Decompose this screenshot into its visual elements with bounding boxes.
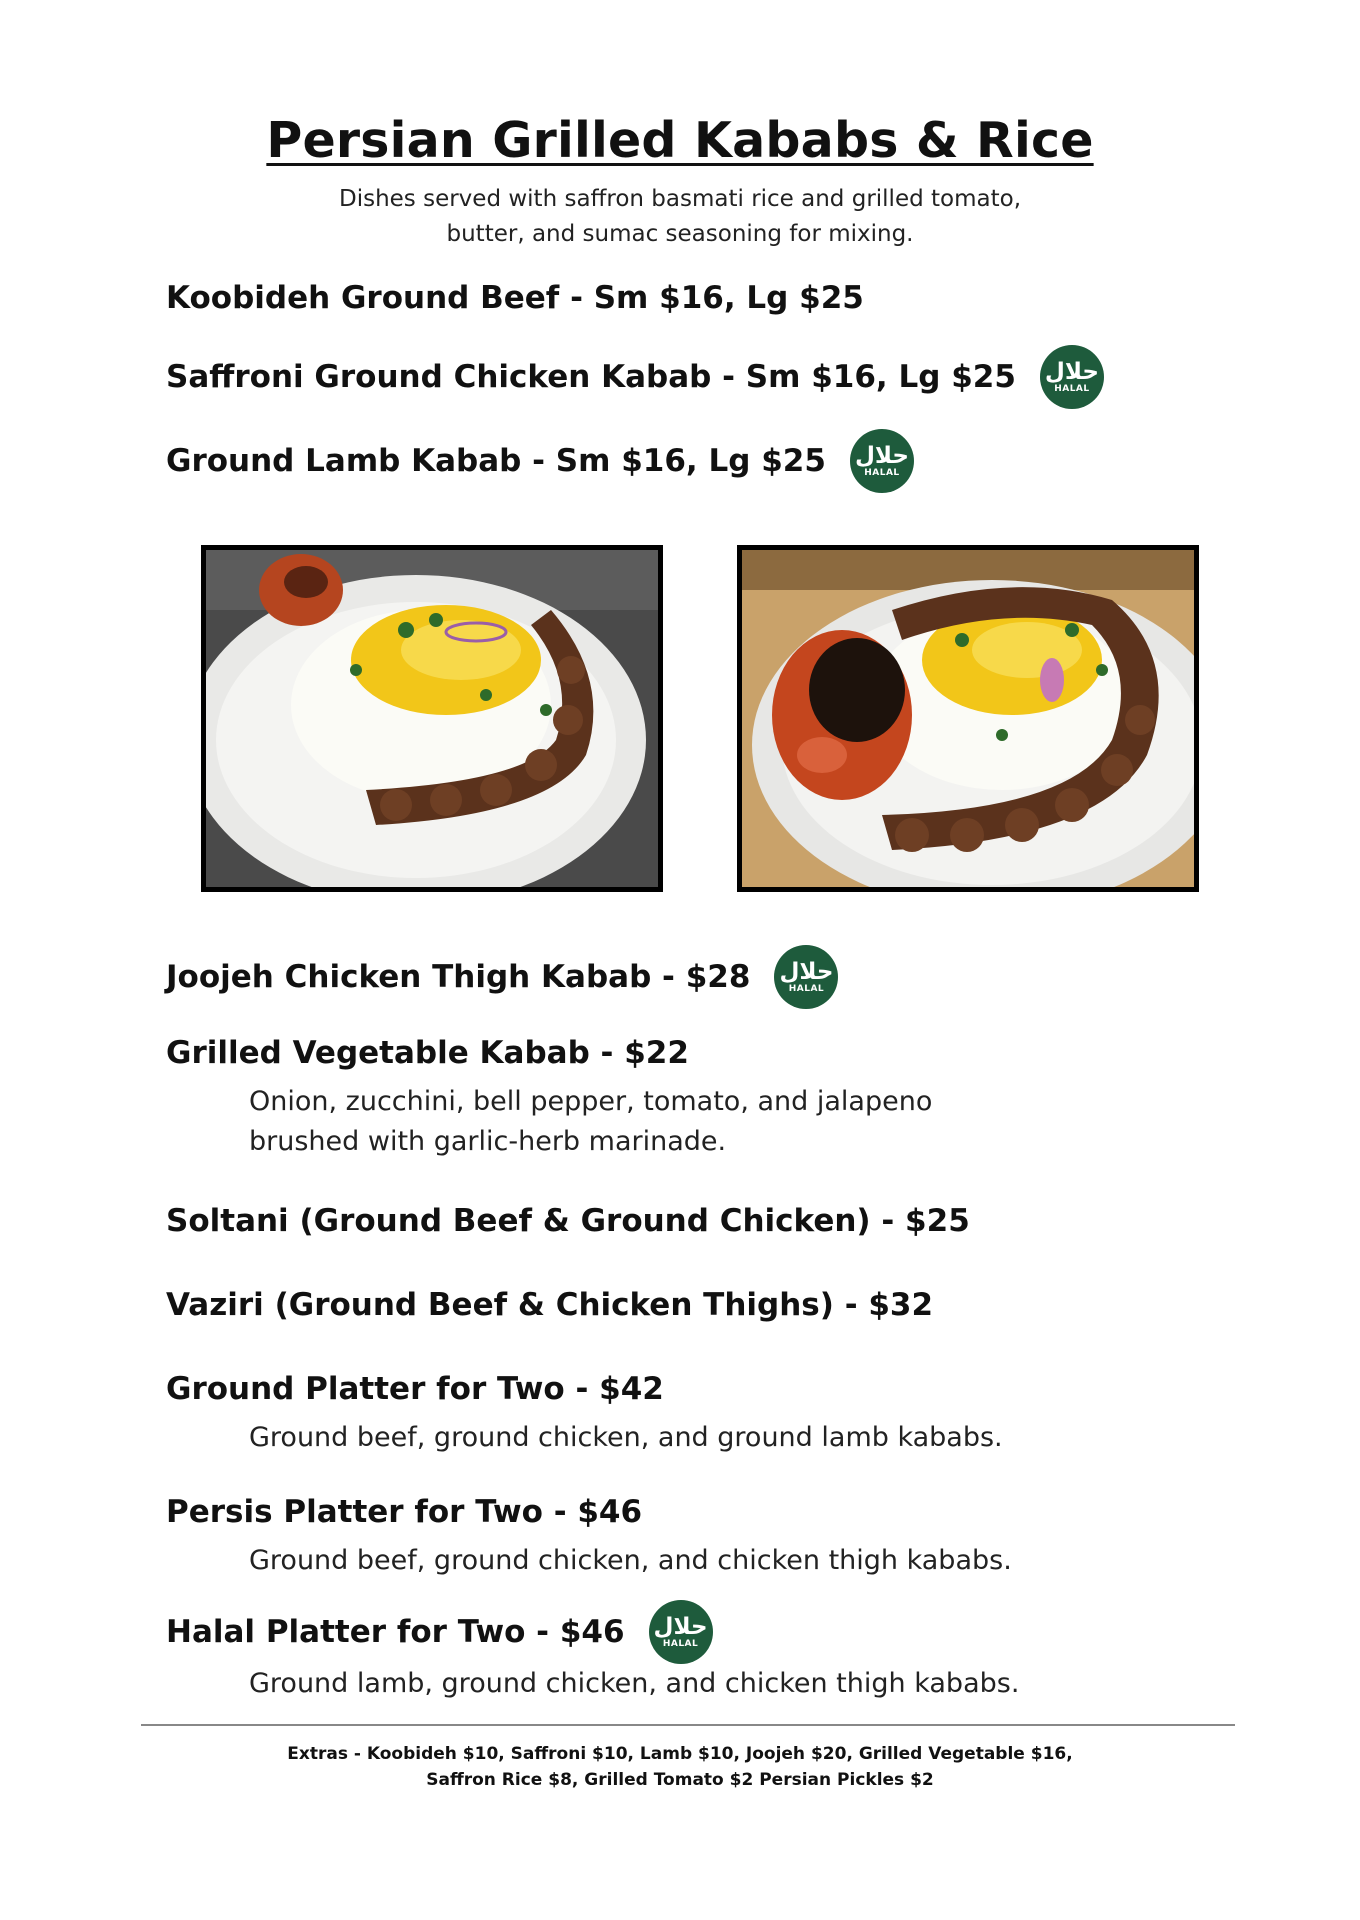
menu-item-koobideh [166,280,864,316]
halal-badge-icon [774,945,838,1009]
kabab-plate-image [742,550,1194,887]
halal-badge-arabic: حلال [653,1614,708,1640]
menu-item-soltani [166,1203,970,1239]
menu-item-saffroni [166,345,1104,409]
menu-item-koobideh-label: Koobideh Ground Beef - Sm $16, Lg $25 [166,280,864,316]
menu-item-vaziri [166,1287,933,1323]
halal-badge-label: HALAL [864,468,900,478]
halal-badge-label: HALAL [788,984,825,994]
kabab-plate-image [206,550,658,887]
kabab-plate-photo-right [737,545,1199,892]
halal-badge-label: HALAL [662,1639,699,1649]
menu-item-joojeh [166,945,838,1009]
menu-item-halal-platter-label: Halal Platter for Two - $46 [166,1614,625,1650]
vegetable-desc-line-1: Onion, zucchini, bell pepper, tomato, and jalapeno [249,1086,933,1117]
footer-divider [141,1724,1235,1726]
halal-badge-arabic: حلال [1044,359,1099,385]
vegetable-desc-line-2: brushed with garlic-herb marinade. [249,1126,727,1157]
menu-item-halal-platter-description: Ground lamb, ground chicken, and chicken thigh kababs. [249,1668,1020,1699]
extras-footer [0,1741,1360,1793]
menu-item-vegetable [166,1035,689,1071]
menu-item-ground-platter-label: Ground Platter for Two - $42 [166,1371,664,1407]
subtitle-line-2: butter, and sumac seasoning for mixing. [446,221,914,247]
halal-badge-icon [850,429,914,493]
halal-badge-arabic: حلال [779,959,834,985]
kabab-plate-photo-left [201,545,663,892]
page-subtitle [0,182,1360,252]
menu-item-persis-platter [166,1494,642,1530]
halal-badge-icon [649,1600,713,1664]
menu-item-vegetable-description [249,1082,932,1162]
menu-item-ground-platter [166,1371,664,1407]
halal-badge-arabic: حلال [854,443,909,469]
menu-item-vegetable-label: Grilled Vegetable Kabab - $22 [166,1035,689,1071]
menu-item-soltani-label: Soltani (Ground Beef & Ground Chicken) - $25 [166,1203,970,1239]
menu-item-lamb [166,429,914,493]
subtitle-line-1: Dishes served with saffron basmati rice and grilled tomato, [338,186,1021,212]
menu-item-persis-platter-description: Ground beef, ground chicken, and chicken thigh kababs. [249,1545,1012,1576]
menu-item-ground-platter-description: Ground beef, ground chicken, and ground lamb kababs. [249,1422,1003,1453]
page-title: Persian Grilled Kababs & Rice [266,112,1094,169]
menu-item-joojeh-label: Joojeh Chicken Thigh Kabab - $28 [166,959,751,995]
menu-item-vaziri-label: Vaziri (Ground Beef & Chicken Thighs) - $32 [166,1287,934,1323]
extras-line-1: Extras - Koobideh $10, Saffroni $10, Lamb $10, Joojeh $20, Grilled Vegetable $16, [287,1744,1073,1764]
menu-item-lamb-label: Ground Lamb Kabab - Sm $16, Lg $25 [166,443,826,479]
menu-item-halal-platter [166,1600,713,1664]
extras-line-2: Saffron Rice $8, Grilled Tomato $2 Persian Pickles $2 [426,1770,934,1790]
halal-badge-label: HALAL [1054,384,1090,394]
menu-item-persis-platter-label: Persis Platter for Two - $46 [166,1494,643,1530]
menu-item-saffroni-label: Saffroni Ground Chicken Kabab - Sm $16, Lg $25 [166,359,1016,395]
halal-badge-icon [1040,345,1104,409]
